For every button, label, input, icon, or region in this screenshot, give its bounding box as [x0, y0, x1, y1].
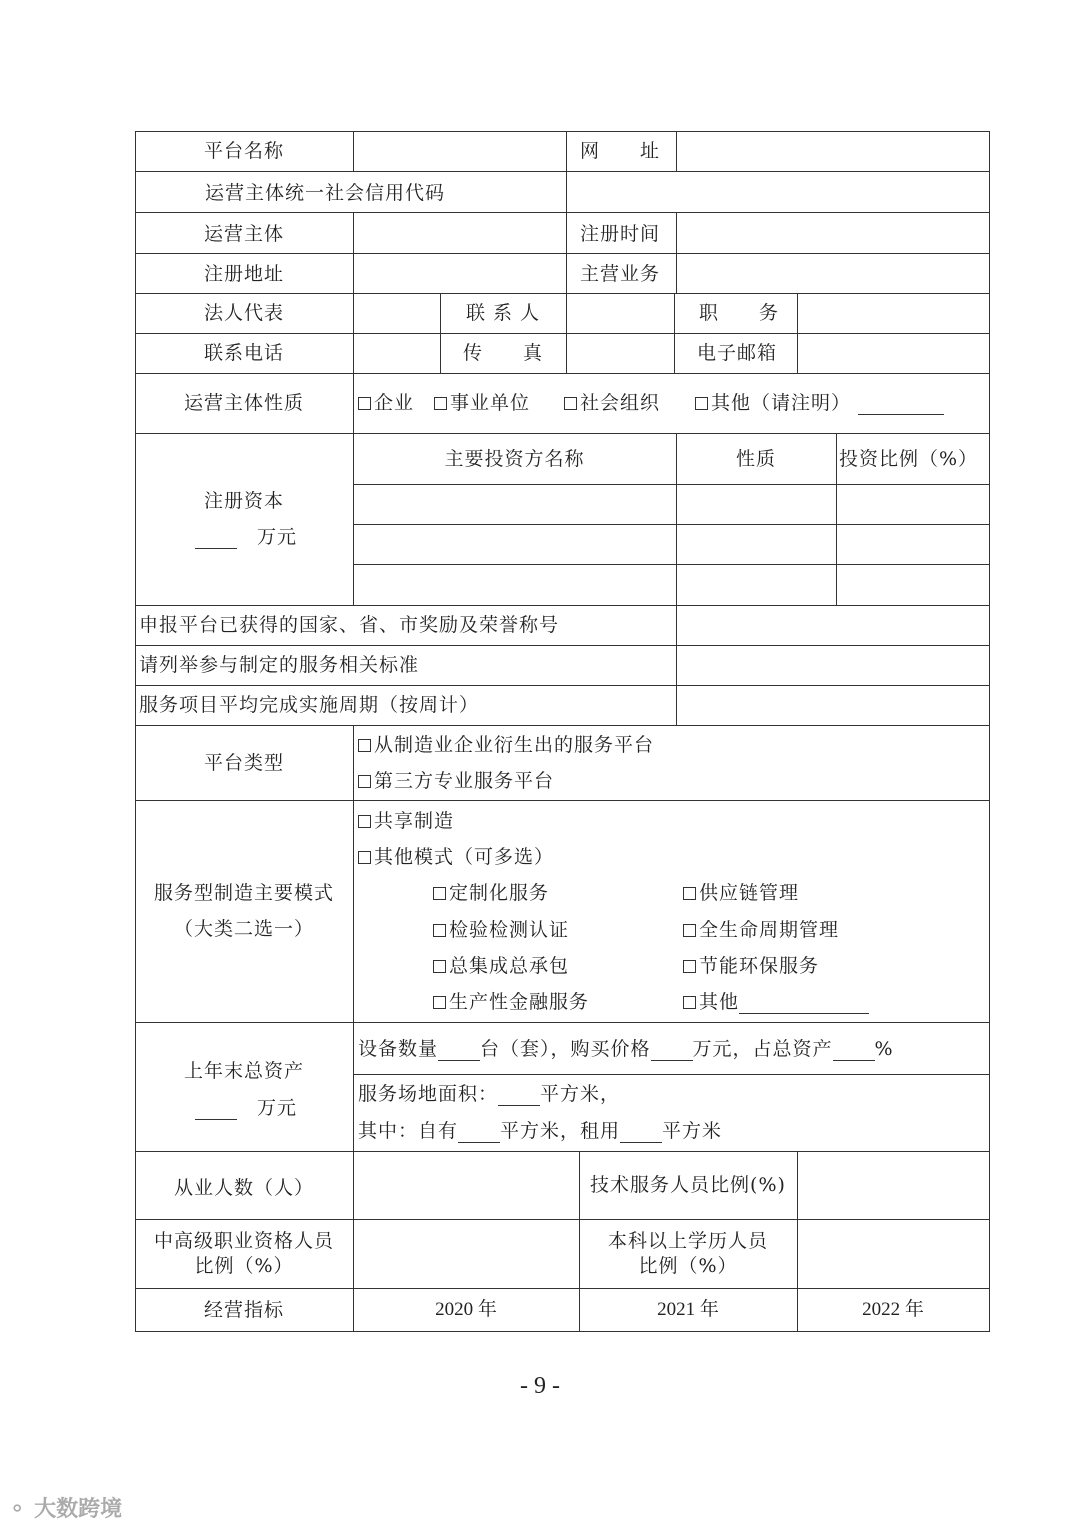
equipment-price-blank[interactable] — [651, 1042, 693, 1061]
indicators-label: 经营指标 — [203, 1299, 284, 1321]
mode-inspection[interactable]: 检验检测认证 — [433, 918, 569, 942]
reg-time-label: 注册时间 — [580, 223, 661, 245]
row-line — [135, 373, 990, 374]
checkbox[interactable] — [433, 887, 446, 900]
awards-label: 申报平台已获得的国家、省、市奖励及荣誉称号 — [139, 614, 560, 636]
reg-capital-label: 注册资本 — [203, 490, 284, 512]
mode-label: 服务型制造主要模式 — [153, 882, 334, 904]
checkbox[interactable] — [358, 775, 371, 788]
column-line — [989, 131, 990, 1332]
row-line — [135, 1331, 990, 1332]
row-line — [353, 1074, 990, 1075]
column-line — [353, 725, 354, 1022]
column-line — [566, 293, 567, 373]
bachelor-ratio-label: 比例（%） — [638, 1255, 738, 1277]
row-line — [135, 1151, 990, 1152]
year-2022: 2022 年 — [862, 1299, 924, 1320]
checkbox[interactable] — [695, 397, 708, 410]
checkbox[interactable] — [434, 397, 447, 410]
row-line — [353, 524, 990, 525]
mode-supply-chain[interactable]: 供应链管理 — [683, 881, 799, 905]
type-third-party[interactable]: 第三方专业服务平台 — [358, 769, 554, 793]
mode-sub-other[interactable]: 其他 — [683, 990, 869, 1014]
column-line — [566, 171, 567, 212]
contact-label: 联 系 人 — [465, 302, 541, 324]
row-line — [353, 564, 990, 565]
mode-shared[interactable]: 共享制造 — [358, 809, 454, 833]
website-label: 网 址 — [580, 140, 661, 162]
standards-label: 请列举参与制定的服务相关标准 — [139, 654, 420, 676]
nature-social-org[interactable]: 社会组织 — [564, 391, 660, 415]
row-line — [135, 605, 990, 606]
equipment-count-blank[interactable] — [438, 1042, 480, 1061]
checkbox[interactable] — [358, 851, 371, 864]
equipment-ratio-blank[interactable] — [833, 1042, 875, 1061]
column-line — [353, 1151, 354, 1288]
position-label: 职 务 — [699, 302, 780, 324]
legal-rep-label: 法人代表 — [203, 302, 284, 324]
checkbox[interactable] — [433, 924, 446, 937]
column-line — [676, 433, 677, 725]
checkbox[interactable] — [683, 996, 696, 1009]
platform-type-label: 平台类型 — [203, 752, 284, 774]
tech-ratio-label: 技术服务人员比例(%) — [590, 1174, 786, 1196]
checkbox[interactable] — [358, 397, 371, 410]
equipment-line: 设备数量 台（套），购买价格 万元，占总资产 % — [358, 1038, 894, 1060]
mode-other-blank[interactable] — [739, 995, 869, 1014]
column-line — [676, 212, 677, 293]
column-line — [353, 131, 354, 171]
staff-label: 从业人数（人） — [173, 1177, 314, 1199]
reg-address-label: 注册地址 — [203, 263, 284, 285]
nature-label: 运营主体性质 — [183, 392, 304, 414]
application-form-table — [135, 131, 990, 1332]
operator-label: 运营主体 — [203, 223, 284, 245]
checkbox[interactable] — [433, 996, 446, 1009]
row-line — [135, 333, 990, 334]
row-line — [135, 1288, 990, 1289]
checkbox[interactable] — [433, 960, 446, 973]
site-area-line: 服务场地面积： 平方米， — [358, 1083, 621, 1105]
year-2020: 2020 年 — [435, 1299, 497, 1320]
row-line — [135, 171, 990, 172]
column-line — [797, 293, 798, 373]
bachelor-label: 本科以上学历人员 — [607, 1230, 768, 1252]
site-area-blank[interactable] — [498, 1087, 540, 1106]
year-2021: 2021 年 — [657, 1299, 719, 1320]
row-line — [135, 725, 990, 726]
watermark: ⚬ 大数跨境 — [8, 1497, 123, 1522]
row-line — [353, 484, 990, 485]
email-label: 电子邮箱 — [697, 342, 778, 364]
nature-other[interactable]: 其他（请注明） — [695, 391, 944, 415]
row-line — [135, 293, 990, 294]
cycle-label: 服务项目平均完成实施周期（按周计） — [139, 694, 480, 716]
column-line — [353, 293, 354, 373]
site-rent-blank[interactable] — [620, 1124, 662, 1143]
column-line — [353, 212, 354, 293]
row-line — [135, 1022, 990, 1023]
fax-label: 传 真 — [462, 342, 543, 364]
column-line — [566, 212, 567, 293]
nature-other-blank[interactable] — [858, 396, 944, 415]
senior-ratio-label: 比例（%） — [194, 1255, 294, 1277]
platform-name-label: 平台名称 — [203, 140, 284, 162]
phone-label: 联系电话 — [203, 342, 284, 364]
mode-energy[interactable]: 节能环保服务 — [683, 954, 819, 978]
credit-code-label: 运营主体统一社会信用代码 — [205, 182, 446, 204]
mode-lifecycle[interactable]: 全生命周期管理 — [683, 918, 839, 942]
column-line — [674, 293, 675, 373]
assets-blank[interactable] — [195, 1101, 237, 1120]
site-own-blank[interactable] — [458, 1124, 500, 1143]
mode-integration[interactable]: 总集成总承包 — [433, 954, 569, 978]
row-line — [135, 433, 990, 434]
column-line — [836, 433, 837, 605]
row-line — [135, 212, 990, 213]
site-own-rent-line: 其中：自有 平方米，租用 平方米 — [358, 1120, 723, 1142]
row-line — [135, 131, 990, 132]
mode-other[interactable]: 其他模式（可多选） — [358, 845, 554, 869]
investor-name-header: 主要投资方名称 — [444, 448, 585, 470]
investor-ratio-header: 投资比例（%） — [839, 448, 979, 470]
nature-institution[interactable]: 事业单位 — [434, 391, 530, 415]
main-business-label: 主营业务 — [580, 263, 661, 285]
mode-customization[interactable]: 定制化服务 — [433, 881, 549, 905]
checkbox[interactable] — [358, 739, 371, 752]
assets-amount: 万元 — [195, 1096, 297, 1120]
checkbox[interactable] — [564, 397, 577, 410]
mode-sublabel: （大类二选一） — [173, 918, 314, 940]
row-line — [135, 1219, 990, 1220]
checkbox[interactable] — [683, 924, 696, 937]
watermark-logo-icon: ⚬ — [8, 1497, 27, 1522]
assets-label: 上年末总资产 — [183, 1060, 304, 1082]
senior-label: 中高级职业资格人员 — [153, 1230, 334, 1252]
column-line — [566, 131, 567, 171]
column-line — [676, 131, 677, 171]
checkbox[interactable] — [683, 960, 696, 973]
nature-enterprise[interactable]: 企业 — [358, 391, 414, 415]
reg-capital-amount: 万元 — [195, 525, 297, 549]
row-line — [135, 800, 990, 801]
row-line — [135, 645, 990, 646]
page-number: - 9 - — [520, 1373, 560, 1399]
row-line — [135, 685, 990, 686]
column-line — [353, 373, 354, 433]
investor-nature-header: 性质 — [735, 448, 776, 470]
row-line — [135, 253, 990, 254]
reg-capital-blank[interactable] — [195, 530, 237, 549]
mode-finance[interactable]: 生产性金融服务 — [433, 990, 589, 1014]
type-manufacturing-derived[interactable]: 从制造业企业衍生出的服务平台 — [358, 733, 654, 757]
checkbox[interactable] — [358, 815, 371, 828]
checkbox[interactable] — [683, 887, 696, 900]
column-line — [353, 1022, 354, 1151]
